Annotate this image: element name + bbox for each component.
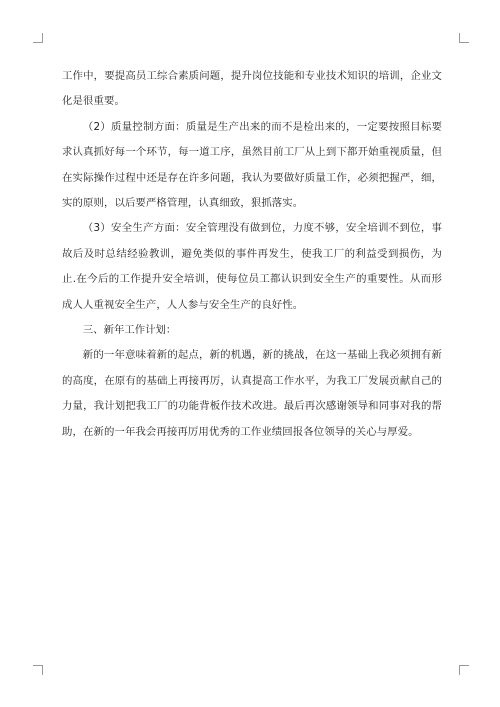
paragraph-training: 工作中，要提高员工综合素质问题，提升岗位技能和专业技术知识的培训，企业文化是很重要。 <box>62 70 442 108</box>
document-body <box>62 64 442 445</box>
paragraph-safety-production: （3）安全生产方面：安全管理没有做到位，力度不够，安全培训不到位，事故后及时总结经验教训，避免类似的事件再发生，使我工厂的利益受到损伤，为止.在今后的工作提升安全培训，使每位员工都认识到安全生产的重要性。从而形成人人重视安全生产，人人参与安全生产的良好性。 <box>62 222 442 311</box>
crop-mark-top-right <box>459 33 469 43</box>
crop-mark-bottom-right <box>459 665 469 675</box>
paragraph-new-year-plan: 新的一年意味着新的起点，新的机遇，新的挑战，在这一基础上我必须拥有新的高度，在原有的基础上再接再厉，认真提高工作水平，为我工厂发展贡献自己的力量，我计划把我工厂的功能背板作技术改进。最后再次感谢领导和同事对我的帮助，在新的一年我会再接再厉用优秀的工作业绩回报各位领导的关心与厚爱。 <box>62 349 442 438</box>
crop-mark-bottom-left <box>33 665 43 675</box>
section-heading-new-year-plan: 三、新年工作计划： <box>82 324 177 337</box>
crop-mark-top-left <box>33 33 43 43</box>
paragraph-quality-control: （2）质量控制方面：质量是生产出来的而不是检出来的，一定要按照目标要求认真抓好每一个环节，每一道工序，虽然目前工厂从上到下都开始重视质量，但在实际操作过程中还是存在许多问题，我认为要做好质量工作，必须把握严，细，实的原则，以后要严格管理，认真细致，狠抓落实。 <box>62 120 442 210</box>
